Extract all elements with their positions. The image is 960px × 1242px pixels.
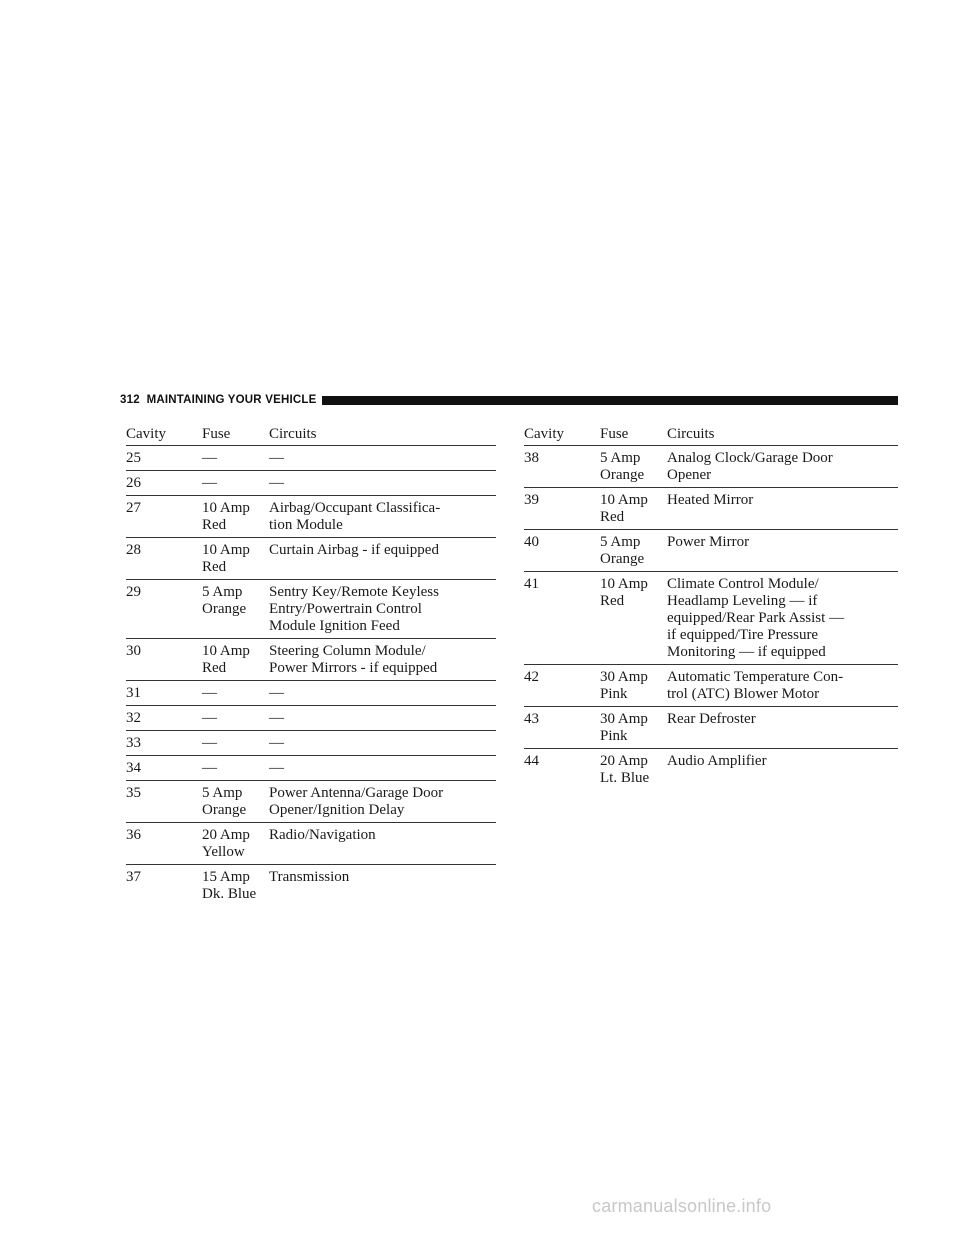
fuse-line: 10 Amp [202, 542, 250, 558]
circuit-line: — [269, 710, 284, 726]
table-row [524, 749, 898, 790]
fuse-line: Orange [600, 551, 645, 567]
table-header [524, 426, 898, 446]
circuit-line: Module Ignition Feed [269, 618, 400, 634]
cavity-cell: 39 [524, 492, 539, 508]
fuse-line: 5 Amp [600, 450, 641, 466]
cavity-cell: 29 [126, 584, 141, 600]
circuits-cell [269, 500, 496, 534]
header-cavity: Cavity [126, 426, 166, 442]
circuit-line: Airbag/Occupant Classifica- [269, 500, 441, 516]
fuse-line: Red [600, 509, 625, 525]
cavity-cell: 37 [126, 869, 141, 885]
circuit-line: Power Mirror [667, 534, 750, 550]
table-body [524, 446, 898, 790]
cavity-cell: 33 [126, 735, 141, 751]
cavity-cell: 30 [126, 643, 141, 659]
fuse-cell [600, 669, 667, 703]
fuse-line: Lt. Blue [600, 770, 650, 786]
table-row [126, 731, 496, 756]
page-header [120, 390, 898, 410]
circuit-line: Headlamp Leveling — if [667, 593, 818, 609]
cavity-cell: 38 [524, 450, 539, 466]
fuse-cell [600, 450, 667, 484]
fuse-line: Pink [600, 686, 628, 702]
table-row [524, 572, 898, 665]
fuse-cell [202, 735, 269, 752]
fuse-line: — [202, 735, 217, 751]
fuse-line: Red [202, 660, 227, 676]
header-fuse: Fuse [202, 426, 231, 442]
circuit-line: Audio Amplifier [667, 753, 767, 769]
fuse-line: 10 Amp [600, 576, 648, 592]
cavity-cell: 36 [126, 827, 141, 843]
table-header [126, 426, 496, 446]
cavity-cell: 40 [524, 534, 539, 550]
fuse-cell [202, 500, 269, 534]
header-fuse: Fuse [600, 426, 629, 442]
fuse-line: 5 Amp [202, 785, 243, 801]
table-row [524, 446, 898, 488]
cavity-cell: 26 [126, 475, 141, 491]
circuits-cell [667, 669, 898, 703]
header-cavity: Cavity [524, 426, 564, 442]
table-row [524, 707, 898, 749]
table-row [126, 639, 496, 681]
cavity-cell: 34 [126, 760, 141, 776]
header-circuits: Circuits [667, 426, 715, 442]
fuse-line: 20 Amp [600, 753, 648, 769]
fuse-line: — [202, 685, 217, 701]
circuit-line: Rear Defroster [667, 711, 756, 727]
circuits-cell [269, 450, 496, 467]
section-title: MAINTAINING YOUR VEHICLE [146, 394, 317, 406]
fuse-cell [600, 711, 667, 745]
cavity-cell: 44 [524, 753, 539, 769]
circuits-cell [269, 584, 496, 635]
circuits-cell [667, 753, 898, 787]
fuse-cell [202, 685, 269, 702]
table-row [126, 538, 496, 580]
cavity-cell: 42 [524, 669, 539, 685]
cavity-cell: 28 [126, 542, 141, 558]
cavity-cell: 32 [126, 710, 141, 726]
header-rule [322, 396, 898, 405]
fuse-cell [202, 869, 269, 903]
circuits-cell [269, 643, 496, 677]
circuit-line: Curtain Airbag - if equipped [269, 542, 439, 558]
fuse-cell [202, 475, 269, 492]
circuit-line: — [269, 735, 284, 751]
page-number: 312 [120, 394, 140, 406]
circuit-line: Monitoring — if equipped [667, 644, 826, 660]
fuse-line: 5 Amp [202, 584, 243, 600]
circuit-line: equipped/Rear Park Assist — [667, 610, 845, 626]
table-row [126, 706, 496, 731]
fuse-line: 20 Amp [202, 827, 250, 843]
fuse-cell [202, 450, 269, 467]
table-row [126, 823, 496, 865]
circuit-line: Sentry Key/Remote Keyless [269, 584, 439, 600]
circuit-line: Entry/Powertrain Control [269, 601, 422, 617]
table-row [524, 665, 898, 707]
fuse-line: — [202, 450, 217, 466]
circuits-cell [269, 827, 496, 861]
fuse-line: 10 Amp [600, 492, 648, 508]
fuse-line: Dk. Blue [202, 886, 257, 902]
fuse-cell [202, 643, 269, 677]
fuse-cell [202, 760, 269, 777]
circuit-line: tion Module [269, 517, 343, 533]
table-row [126, 681, 496, 706]
table-body [126, 446, 496, 906]
circuit-line: Heated Mirror [667, 492, 754, 508]
circuit-line: trol (ATC) Blower Motor [667, 686, 820, 702]
fuse-line: 15 Amp [202, 869, 250, 885]
fuse-cell [202, 710, 269, 727]
circuit-line: Power Mirrors - if equipped [269, 660, 438, 676]
circuit-line: Opener [667, 467, 712, 483]
circuits-cell [269, 869, 496, 903]
cavity-cell: 41 [524, 576, 539, 592]
circuit-line: Radio/Navigation [269, 827, 376, 843]
fuse-line: — [202, 760, 217, 776]
fuse-line: 30 Amp [600, 711, 648, 727]
table-row [126, 756, 496, 781]
fuse-line: Red [600, 593, 625, 609]
circuit-line: Climate Control Module/ [667, 576, 819, 592]
circuit-line: Analog Clock/Garage Door [667, 450, 833, 466]
fuse-line: 30 Amp [600, 669, 648, 685]
fuse-cell [202, 542, 269, 576]
circuits-cell [269, 735, 496, 752]
table-row [126, 580, 496, 639]
circuits-cell [269, 710, 496, 727]
fuse-line: Red [202, 517, 227, 533]
circuits-cell [269, 685, 496, 702]
page-header-text [120, 394, 316, 406]
circuit-line: Transmission [269, 869, 350, 885]
table-row [524, 530, 898, 572]
fuse-line: 10 Amp [202, 500, 250, 516]
circuits-cell [667, 576, 898, 661]
circuits-cell [269, 475, 496, 492]
table-row [126, 496, 496, 538]
fuse-line: — [202, 475, 217, 491]
table-row [524, 488, 898, 530]
fuse-cell [202, 785, 269, 819]
cavity-cell: 43 [524, 711, 539, 727]
fuse-line: Pink [600, 728, 628, 744]
circuit-line: — [269, 760, 284, 776]
circuits-cell [269, 785, 496, 819]
cavity-cell: 25 [126, 450, 141, 466]
fuse-line: Red [202, 559, 227, 575]
fuse-cell [600, 492, 667, 526]
cavity-cell: 35 [126, 785, 141, 801]
fuse-line: Orange [202, 601, 247, 617]
circuit-line: — [269, 475, 284, 491]
header-circuits: Circuits [269, 426, 317, 442]
fuse-line: Orange [202, 802, 247, 818]
fuse-line: Yellow [202, 844, 245, 860]
table-row [126, 781, 496, 823]
table-row [126, 865, 496, 906]
fuse-cell [600, 534, 667, 568]
table-row [126, 446, 496, 471]
fuse-line: — [202, 710, 217, 726]
circuit-line: if equipped/Tire Pressure [667, 627, 819, 643]
fuse-line: 10 Amp [202, 643, 250, 659]
fuse-table-right [524, 426, 898, 790]
fuse-table-left [126, 426, 496, 906]
circuits-cell [667, 492, 898, 526]
table-row [126, 471, 496, 496]
fuse-cell [202, 827, 269, 861]
circuit-line: Power Antenna/Garage Door [269, 785, 444, 801]
fuse-cell [600, 576, 667, 661]
circuit-line: Steering Column Module/ [269, 643, 426, 659]
fuse-line: Orange [600, 467, 645, 483]
fuse-line: 5 Amp [600, 534, 641, 550]
fuse-cell [202, 584, 269, 635]
fuse-cell [600, 753, 667, 787]
circuits-cell [667, 711, 898, 745]
circuit-line: Opener/Ignition Delay [269, 802, 405, 818]
circuits-cell [269, 760, 496, 777]
circuits-cell [269, 542, 496, 576]
cavity-cell: 31 [126, 685, 141, 701]
watermark: carmanualsonline.info [592, 1196, 772, 1216]
circuits-cell [667, 534, 898, 568]
circuit-line: — [269, 685, 284, 701]
circuit-line: — [269, 450, 284, 466]
cavity-cell: 27 [126, 500, 141, 516]
circuit-line: Automatic Temperature Con- [667, 669, 844, 685]
circuits-cell [667, 450, 898, 484]
